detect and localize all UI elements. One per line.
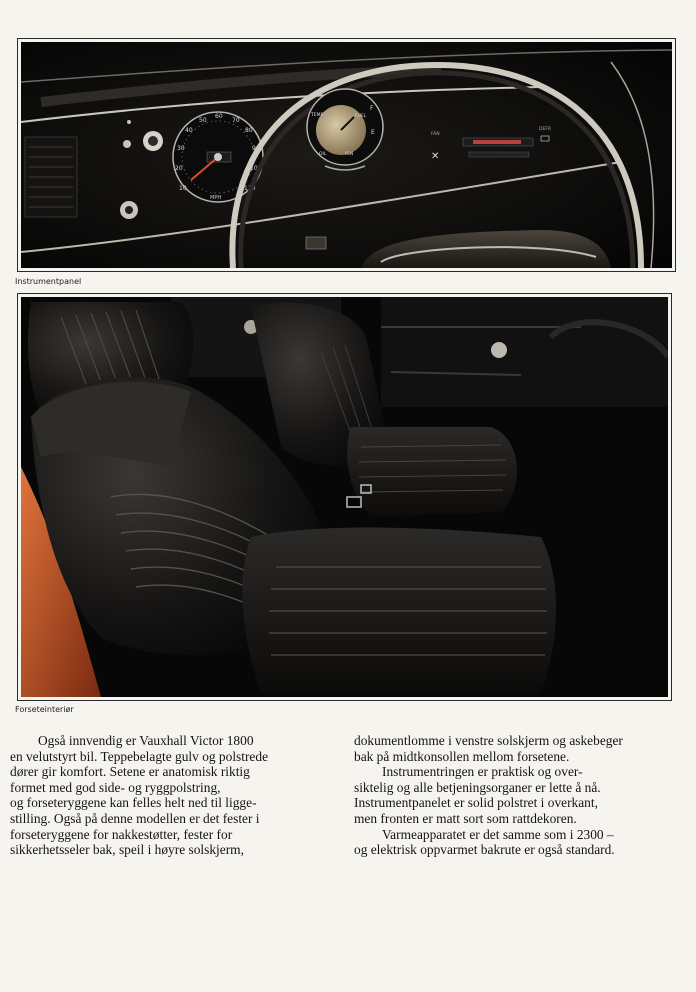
svg-text:E: E (371, 129, 375, 136)
svg-text:20: 20 (175, 165, 183, 172)
text-line: en velutstyrt bil. Teppebelagte gulv og polstrede (10, 748, 269, 764)
text-line: Instrumentringen er praktisk og over- (382, 764, 583, 780)
body-text-left-column (10, 733, 330, 858)
front-interior-caption: Forseteinteriør (15, 705, 74, 714)
text-line: men fronten er matt sort som rattdekoren. (354, 810, 577, 826)
svg-text:IGN: IGN (345, 152, 354, 157)
front-seats-illustration (21, 297, 668, 697)
svg-text:40: 40 (185, 127, 193, 134)
svg-text:80: 80 (245, 127, 253, 134)
instrument-panel-illustration (21, 42, 672, 268)
svg-text:30: 30 (177, 145, 185, 152)
svg-text:FAN: FAN (431, 132, 440, 137)
front-interior-photo (17, 293, 672, 701)
instrument-panel-caption: Instrumentpanel (15, 277, 82, 286)
text-line: formet med god side- og ryggpolstring, (10, 779, 221, 795)
svg-text:OIL: OIL (319, 152, 327, 157)
svg-text:TEMP: TEMP (311, 113, 324, 118)
text-line: Instrumentpanelet er solid polstret i overkant, (354, 795, 598, 811)
text-line: dokumentlomme i venstre solskjerm og askebeger (354, 733, 623, 748)
svg-text:F: F (370, 105, 374, 112)
instrument-panel-photo (17, 38, 676, 272)
text-line: Også innvendig er Vauxhall Victor 1800 (38, 733, 254, 748)
text-line: dører gir komfort. Setene er anatomisk riktig (10, 764, 250, 780)
svg-text:10: 10 (179, 185, 187, 192)
text-line: siktelig og alle betjeningsorganer er lette å nå. (354, 779, 601, 795)
svg-text:MPH: MPH (210, 195, 222, 201)
text-line: sikkerhetsseler bak, speil i høyre solskjerm, (10, 842, 244, 858)
svg-text:70: 70 (232, 117, 240, 124)
svg-text:90: 90 (252, 145, 260, 152)
text-line: forseteryggene for nakkestøtter, fester for (10, 826, 233, 842)
svg-text:110: 110 (244, 185, 256, 192)
text-line: bak på midtkonsollen mellom forsetene. (354, 748, 570, 764)
svg-text:DEFR: DEFR (539, 127, 552, 132)
svg-text:✕: ✕ (431, 151, 440, 162)
text-line: stilling. Også på denne modellen er det fester i (10, 810, 260, 826)
svg-text:100: 100 (250, 165, 262, 172)
body-text-right-column (354, 733, 690, 858)
door-handle-right (491, 342, 507, 358)
svg-text:50: 50 (199, 117, 207, 124)
text-line: og forseteryggene kan felles helt ned til ligge- (10, 795, 257, 811)
svg-text:FUEL: FUEL (355, 114, 367, 119)
text-line: og elektrisk oppvarmet bakrute er også standard. (354, 842, 615, 858)
svg-text:60: 60 (215, 113, 223, 120)
text-line: Varmeapparatet er det samme som i 2300 – (382, 826, 614, 842)
